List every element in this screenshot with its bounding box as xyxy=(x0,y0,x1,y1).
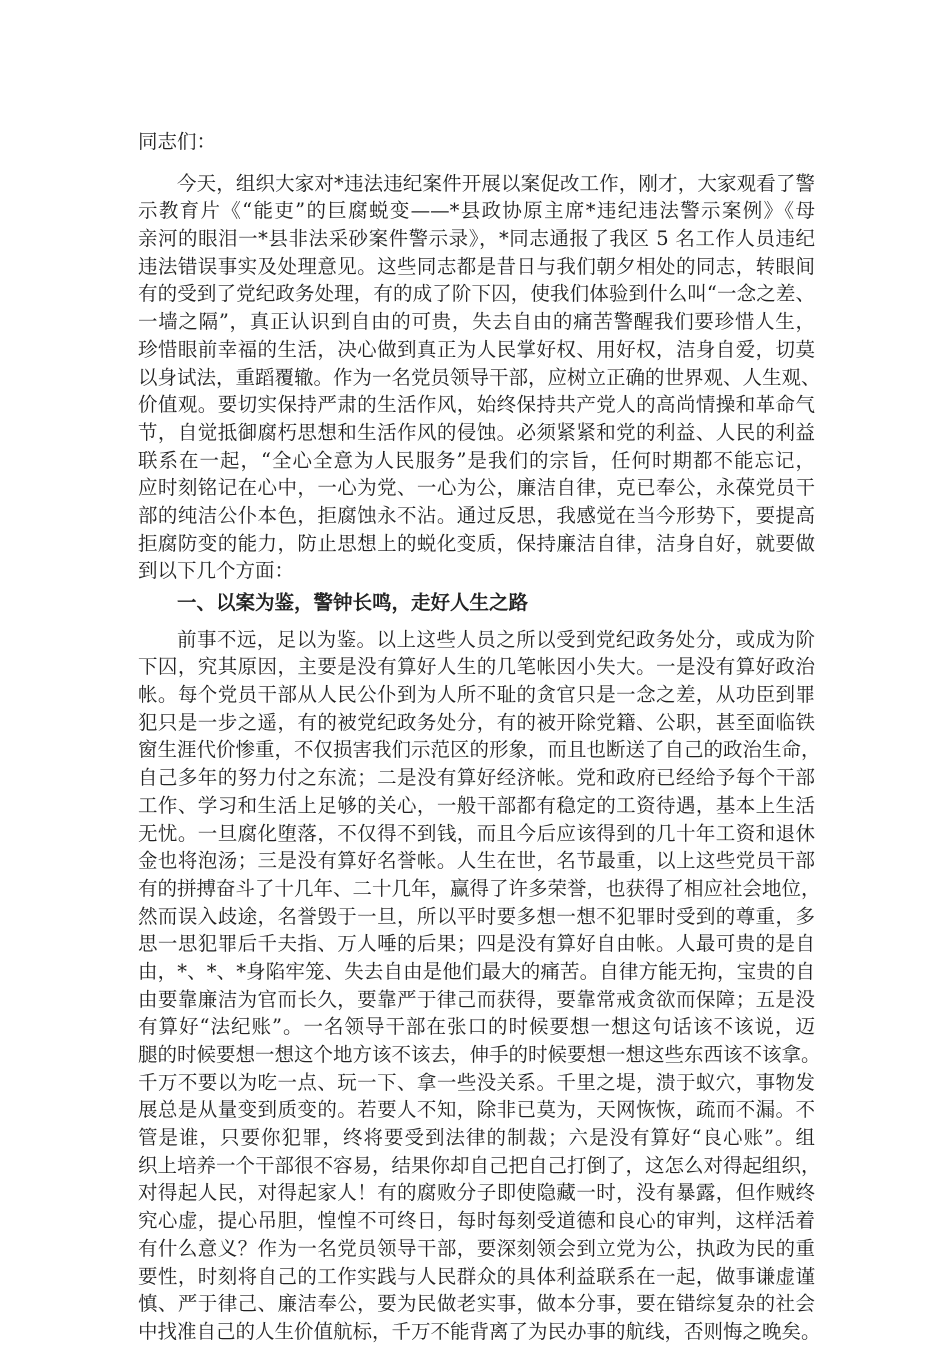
text-line: 腿的时候要想一想这个地方该不该去，伸手的时候要想一想这些东西该不该拿。 xyxy=(138,1043,821,1066)
paragraph-lessons xyxy=(138,626,821,1346)
text-line: 有算好“法纪账”。一名领导干部在张口的时候要想一想这句话该不该说，迈 xyxy=(138,1015,815,1039)
text-line: 中找准自己的人生价值航标，千万不能背离了为民办事的航线，否则悔之晚矣。 xyxy=(138,1319,821,1343)
text-line: 金也将泡汤；三是没有算好名誉帐。人生在世，名节最重，以上这些党员干部 xyxy=(138,849,815,873)
text-line: 一墙之隔”，真正认识到自由的可贵，失去自由的痛苦警醒我们要珍惜人生， xyxy=(138,310,815,334)
text-line: 示教育片《“能吏”的巨腐蜕变——*县政协原主席*违纪违法警示案例》《母 xyxy=(138,199,815,223)
text-line: 窗生涯代价惨重，不仅损害我们示范区的形象，而且也断送了自己的政治生命， xyxy=(138,738,821,762)
text-line: 无忧。一旦腐化堕落，不仅得不到钱，而且今后应该得到的几十年工资和退休 xyxy=(138,821,815,845)
text-line: 帐。每个党员干部从人民公仆到为人所不耻的贪官只是一念之差，从功臣到罪 xyxy=(138,683,815,707)
text-line: 珍惜眼前幸福的生活，决心做到真正为人民掌好权、用好权，洁身自爱，切莫 xyxy=(138,337,815,361)
text-line: 犯只是一步之遥，有的被党纪政务处分，有的被开除党籍、公职，甚至面临铁 xyxy=(138,710,815,734)
text-line: 下囚，究其原因，主要是没有算好人生的几笔帐因小失大。一是没有算好政治 xyxy=(138,655,815,679)
text-line: 联系在一起，“全心全意为人民服务”是我们的宗旨，任何时期都不能忘记， xyxy=(138,448,815,472)
text-line: 前事不远，足以为鉴。以上这些人员之所以受到党纪政务处分，或成为阶 xyxy=(177,627,815,651)
text-line: 节，自觉抵御腐朽思想和生活作风的侵蚀。必须紧紧和党的利益、人民的利益 xyxy=(138,420,815,444)
text-line: 有什么意义？作为一名党员领导干部，要深刻领会到立党为公，执政为民的重 xyxy=(138,1236,815,1260)
text-line: 千万不要以为吃一点、玩一下、拿一些没关系。千里之堤，溃于蚁穴，事物发 xyxy=(138,1070,815,1094)
text-line: 到以下几个方面： xyxy=(138,559,295,583)
text-line: 对得起人民，对得起家人！有的腐败分子即使隐藏一时，没有暴露，但作贼终 xyxy=(138,1181,815,1205)
text-line: 由，*、*、*身陷牢笼、失去自由是他们最大的痛苦。自律方能无拘，宝贵的自 xyxy=(138,959,815,983)
paragraph-intro xyxy=(138,170,821,585)
text-line: 织上培养一个干部很不容易，结果你却自己把自己打倒了，这怎么对得起组织， xyxy=(138,1153,821,1177)
text-line: 要性，时刻将自己的工作实践与人民群众的具体利益联系在一起，做事谦虚谨 xyxy=(138,1264,815,1288)
section-heading: 一、以案为鉴，警钟长鸣，走好人生之路 xyxy=(177,591,529,614)
text-line: 然而误入歧途，名誉毁于一旦，所以平时要多想一想不犯罪时受到的尊重，多 xyxy=(138,904,815,928)
text-line: 今天，组织大家对*违法违纪案件开展以案促改工作，刚才，大家观看了警 xyxy=(177,171,815,195)
text-line: 展总是从量变到质变的。若要人不知，除非已莫为，天网恢恢，疏而不漏。不 xyxy=(138,1098,815,1122)
text-line: 慎、严于律己、廉洁奉公，要为民做老实事，做本分事，要在错综复杂的社会 xyxy=(138,1292,815,1316)
text-line: 思一思犯罪后千夫指、万人唾的后果；四是没有算好自由帐。人最可贵的是自 xyxy=(138,932,815,956)
text-line: 价值观。要切实保持严肃的生活作风，始终保持共产党人的高尚情操和革命气 xyxy=(138,393,815,417)
text-line: 由要靠廉洁为官而长久，要靠严于律己而获得，要靠常戒贪欲而保障；五是没 xyxy=(138,987,815,1011)
text-line: 有的受到了党纪政务处理，有的成了阶下囚，使我们体验到什么叫“一念之差、 xyxy=(138,282,815,306)
text-line: 工作、学习和生活上足够的关心，一般干部都有稳定的工资待遇，基本上生活 xyxy=(138,793,815,817)
text-line: 以身试法，重蹈覆辙。作为一名党员领导干部，应树立正确的世界观、人生观、 xyxy=(138,365,821,389)
text-line: 究心虚，提心吊胆，惶惶不可终日，每时每刻受道德和良心的审判，这样活着 xyxy=(138,1209,815,1233)
text-line: 应时刻铭记在心中，一心为党、一心为公，廉洁自律，克已奉公，永葆党员干 xyxy=(138,476,815,500)
text-line: 违法错误事实及处理意见。这些同志都是昔日与我们朝夕相处的同志，转眼间 xyxy=(138,254,815,278)
text-line: 管是谁，只要你犯罪，终将要受到法律的制裁；六是没有算好“良心账”。组 xyxy=(138,1126,815,1150)
salutation: 同志们： xyxy=(138,130,217,153)
text-line: 自己多年的努力付之东流；二是没有算好经济帐。党和政府已经给予每个干部 xyxy=(138,766,815,790)
document-body xyxy=(138,128,821,1346)
text-line: 部的纯洁公仆本色，拒腐蚀永不沾。通过反思，我感觉在当今形势下，要提高 xyxy=(138,503,815,527)
text-line: 拒腐防变的能力，防止思想上的蜕化变质，保持廉洁自律，洁身自好，就要做 xyxy=(138,531,815,555)
text-line: 亲河的眼泪一*县非法采砂案件警示录》，*同志通报了我区 5 名工作人员违纪 xyxy=(138,227,815,251)
text-line: 有的拼搏奋斗了十几年、二十几年，赢得了许多荣誉，也获得了相应社会地位， xyxy=(138,876,821,900)
